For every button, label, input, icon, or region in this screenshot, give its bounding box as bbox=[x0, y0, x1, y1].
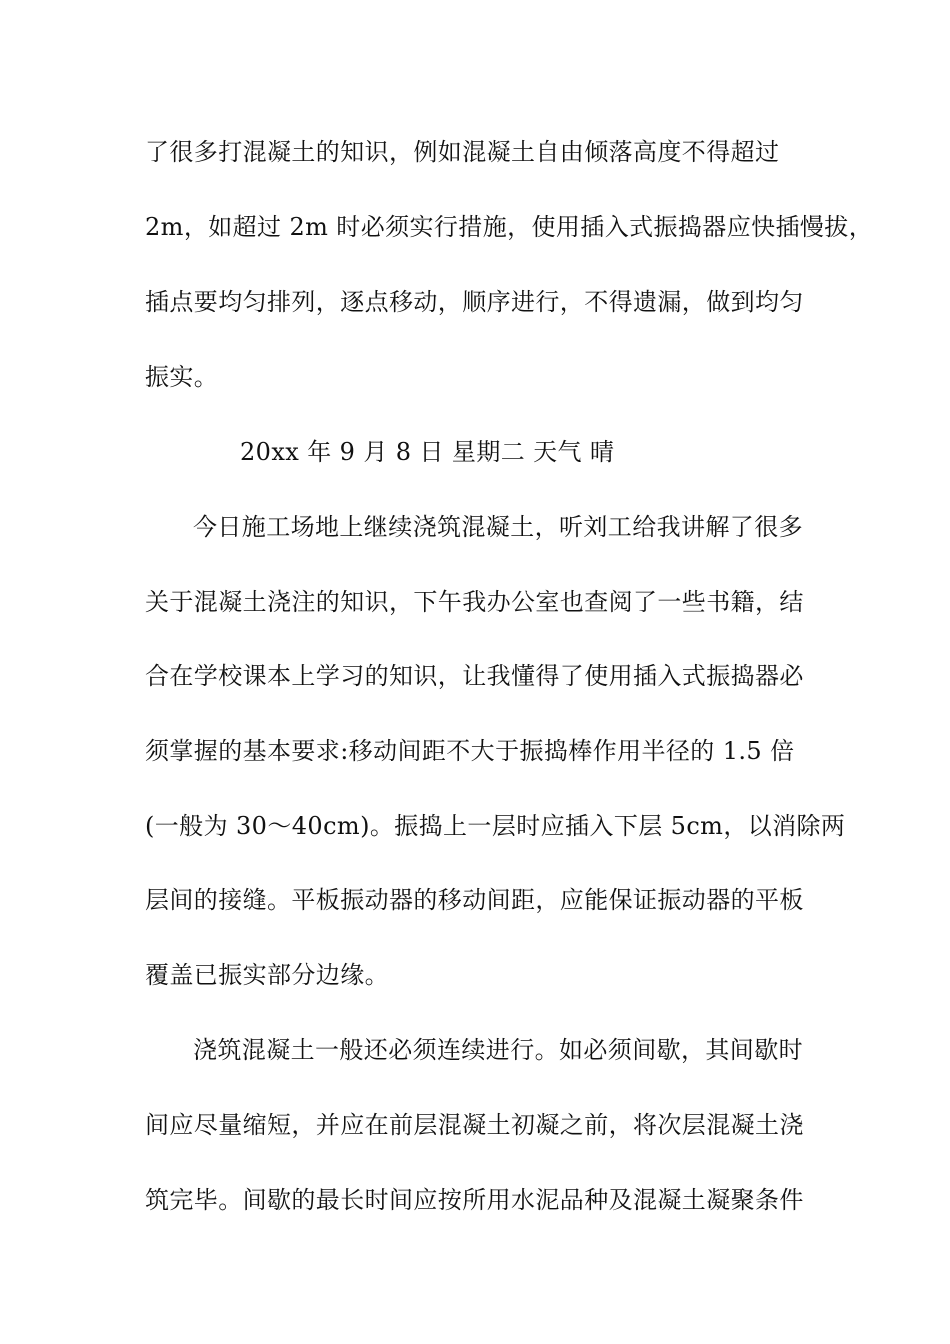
paragraph-2-line-3: 合在学校课本上学习的知识，让我懂得了使用插入式振捣器必 bbox=[145, 662, 804, 690]
paragraph-1-line-4: 振实。 bbox=[145, 363, 219, 391]
paragraph-2-line-2: 关于混凝土浇注的知识，下午我办公室也查阅了一些书籍，结 bbox=[145, 588, 804, 616]
paragraph-1-line-3: 插点要均匀排列，逐点移动，顺序进行，不得遗漏，做到均匀 bbox=[145, 288, 804, 316]
paragraph-2-line-6: 层间的接缝。平板振动器的移动间距，应能保证振动器的平板 bbox=[145, 886, 804, 914]
paragraph-2-line-4: 须掌握的基本要求:移动间距不大于振捣棒作用半径的 1.5 倍 bbox=[145, 737, 795, 765]
paragraph-1-line-2: 2m，如超过 2m 时必须实行措施，使用插入式振捣器应快插慢拔， bbox=[145, 213, 874, 241]
paragraph-3-line-2: 间应尽量缩短，并应在前层混凝土初凝之前，将次层混凝土浇 bbox=[145, 1111, 804, 1139]
paragraph-1-line-1: 了很多打混凝土的知识，例如混凝土自由倾落高度不得超过 bbox=[145, 138, 780, 166]
paragraph-2-line-5: (一般为 30～40cm)。振捣上一层时应插入下层 5cm，以消除两 bbox=[145, 812, 846, 840]
paragraph-2-line-1: 今日施工场地上继续浇筑混凝土，听刘工给我讲解了很多 bbox=[193, 513, 803, 541]
date-heading: 20xx 年 9 月 8 日 星期二 天气 晴 bbox=[240, 438, 615, 466]
paragraph-3-line-3: 筑完毕。间歇的最长时间应按所用水泥品种及混凝土凝聚条件 bbox=[145, 1186, 804, 1214]
paragraph-3-line-1: 浇筑混凝土一般还必须连续进行。如必须间歇，其间歇时 bbox=[193, 1036, 803, 1064]
paragraph-2-line-7: 覆盖已振实部分边缘。 bbox=[145, 961, 389, 989]
